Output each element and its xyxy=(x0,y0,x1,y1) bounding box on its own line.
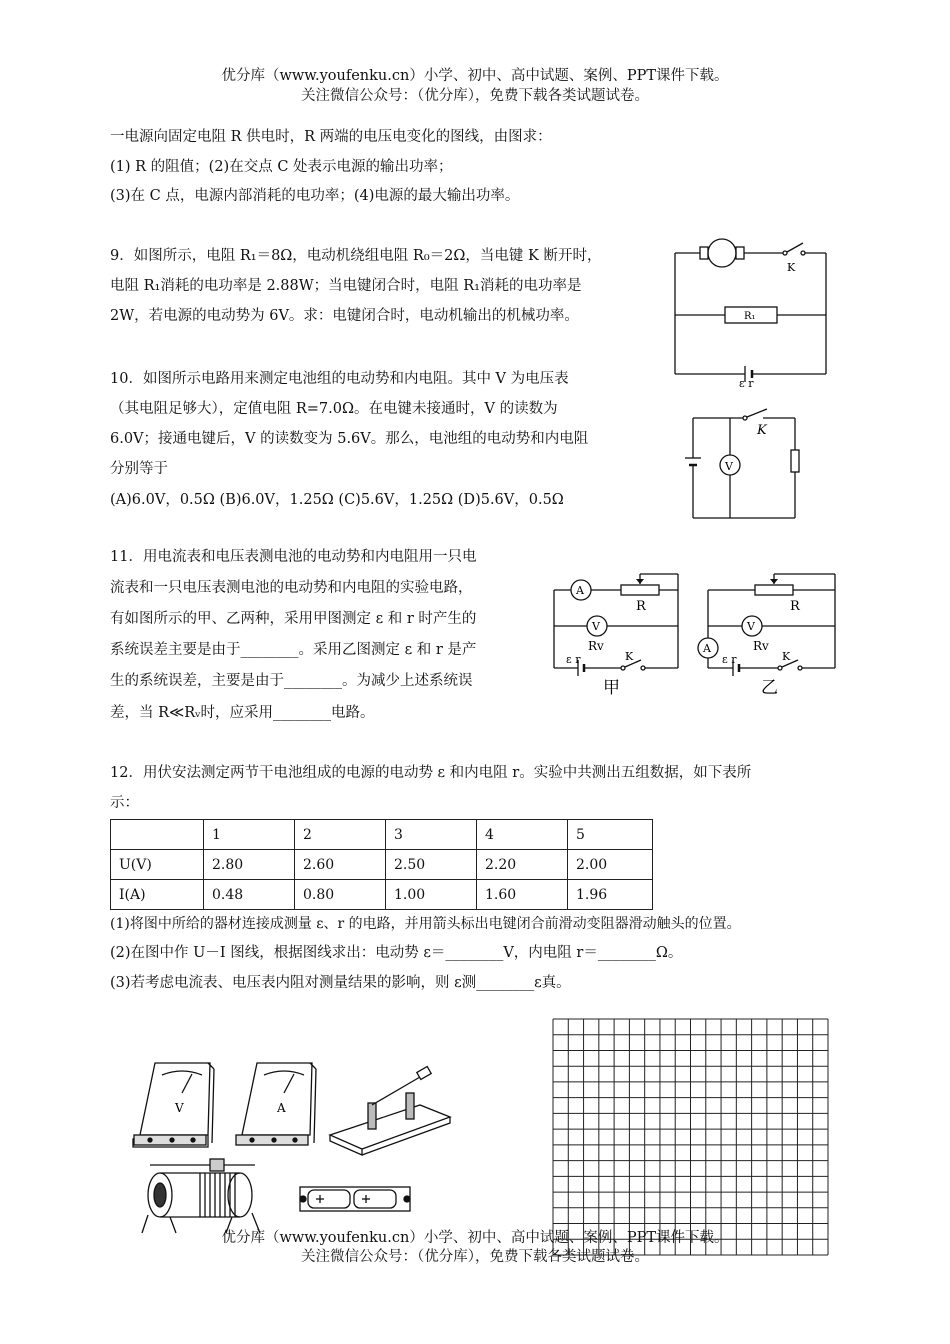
q8-line-3: (3)在 C 点，电源内部消耗的电功率；(4)电源的最大输出功率。 xyxy=(110,188,520,204)
table-cell: 2.80 xyxy=(204,850,295,880)
q9-fig-r1-label: R₁ xyxy=(744,311,756,322)
q9-line-2: 电阻 R₁消耗的电功率是 2.88W；当电键闭合时，电阻 R₁消耗的电功率是 xyxy=(110,278,582,294)
q11-jia-er-label: ε r xyxy=(566,653,581,666)
q11-yi-r-label: R xyxy=(790,599,800,614)
table-cell: 1.60 xyxy=(477,880,568,910)
battery-illustration xyxy=(300,1187,410,1211)
q12-part-1: (1)将图中所给的器材连接成测量 ε、r 的电路，并用箭头标出电键闭合前滑动变阻器滑动触头的位置。 xyxy=(110,916,741,932)
q11-line-5: 生的系统误差，主要是由于________。为减少上述系统误 xyxy=(110,673,473,689)
q11-label-yi: 乙 xyxy=(761,678,778,698)
q10-circuit-diagram xyxy=(685,408,800,523)
q9-line-1: 9．如图所示，电阻 R₁＝8Ω，电动机绕组电阻 R₀＝2Ω，当电键 K 断开时， xyxy=(110,248,602,264)
q11-jia-ammeter-label: A xyxy=(576,584,584,597)
q9-fig-source-label: ε r xyxy=(739,377,754,390)
footer-line-2: 关注微信公众号：（优分库），免费下载各类试题试卷。 xyxy=(301,1249,649,1265)
q11-yi-k-label: K xyxy=(782,650,791,663)
q11-jia-voltmeter-label: V xyxy=(592,620,600,633)
q8-line-2: (1) R 的阻值；(2)在交点 C 处表示电源的输出功率； xyxy=(110,159,453,175)
table-cell: 2.50 xyxy=(386,850,477,880)
table-cell: U(V) xyxy=(111,850,204,880)
q12-part-3: (3)若考虑电流表、电压表内阻对测量结果的影响，则 ε测________ε真。 xyxy=(110,975,571,991)
q10-line-2: （其电阻足够大），定值电阻 R=7.0Ω。在电键未接通时，V 的读数为 xyxy=(110,401,558,417)
q11-jia-rv-label: Rv xyxy=(588,639,604,653)
q11-line-1: 11．用电流表和电压表测电池的电动势和内电阻用一只电 xyxy=(110,549,477,565)
q12-part-2: (2)在图中作 U－I 图线，根据图线求出：电动势 ε＝________V，内电阻 r＝________Ω。 xyxy=(110,945,683,961)
voltmeter-illustration xyxy=(133,1063,214,1147)
table-cell: 2.20 xyxy=(477,850,568,880)
table-cell: 1.96 xyxy=(568,880,653,910)
table-cell: 1.00 xyxy=(386,880,477,910)
table-cell xyxy=(111,820,204,850)
q11-circuit-jia xyxy=(548,570,683,700)
q11-line-3: 有如图所示的甲、乙两种，采用甲图测定 ε 和 r 时产生的 xyxy=(110,611,477,627)
meter-v-label: V xyxy=(175,1101,184,1115)
table-cell: 4 xyxy=(477,820,568,850)
graph-paper-grid xyxy=(553,1019,829,1256)
q10-options: (A)6.0V，0.5Ω (B)6.0V，1.25Ω (C)5.6V，1.25Ω (D)5.6V，0.5Ω xyxy=(110,492,564,508)
q11-jia-k-label: K xyxy=(625,650,634,663)
q8-line-1: 一电源向固定电阻 R 供电时，R 两端的电压电变化的图线，由图求： xyxy=(110,129,552,145)
q11-yi-er-label: ε r xyxy=(722,653,737,666)
q12-line-2: 示： xyxy=(110,795,139,811)
q12-data-table xyxy=(110,819,653,910)
q11-yi-voltmeter-label: V xyxy=(747,620,755,633)
table-cell: 2.00 xyxy=(568,850,653,880)
q11-line-4: 系统误差主要是由于________。采用乙图测定 ε 和 r 是产 xyxy=(110,642,477,658)
q10-line-3: 6.0V；接通电键后，V 的读数变为 5.6V。那么，电池组的电动势和内电阻 xyxy=(110,431,589,447)
table-header-row xyxy=(111,820,653,850)
ammeter-illustration xyxy=(236,1063,316,1145)
q9-fig-k-label: K xyxy=(787,261,796,274)
q11-jia-r-label: R xyxy=(636,599,646,614)
knife-switch-illustration xyxy=(330,1067,450,1155)
table-cell: 2.60 xyxy=(295,850,386,880)
q11-yi-rv-label: Rv xyxy=(753,639,769,653)
q12-apparatus-illustration xyxy=(130,1055,550,1245)
table-row xyxy=(111,850,653,880)
q11-circuit-yi xyxy=(695,570,840,700)
footer-line-1: 优分库（www.youfenku.cn）小学、初中、高中试题、案例、PPT课件下载。 xyxy=(221,1230,729,1246)
q11-label-jia: 甲 xyxy=(603,678,620,698)
q12-line-1: 12．用伏安法测定两节干电池组成的电源的电动势 ε 和内电阻 r。实验中共测出五组数据，如下表所 xyxy=(110,765,752,781)
q11-line-2: 流表和一只电压表测电池的电动势和内电阻的实验电路， xyxy=(110,580,473,596)
header-line-2: 关注微信公众号：（优分库），免费下载各类试题试卷。 xyxy=(301,88,649,104)
table-cell: I(A) xyxy=(111,880,204,910)
meter-a-label: A xyxy=(277,1101,286,1115)
table-row xyxy=(111,880,653,910)
rheostat-illustration xyxy=(142,1159,260,1233)
q10-fig-k-label: K xyxy=(757,423,767,438)
table-cell: 3 xyxy=(386,820,477,850)
table-cell: 1 xyxy=(204,820,295,850)
table-cell: 5 xyxy=(568,820,653,850)
q10-line-4: 分别等于 xyxy=(110,461,168,477)
table-cell: 2 xyxy=(295,820,386,850)
q10-line-1: 10．如图所示电路用来测定电池组的电动势和内电阻。其中 V 为电压表 xyxy=(110,371,569,387)
table-cell: 0.48 xyxy=(204,880,295,910)
q10-fig-voltmeter-label: V xyxy=(725,460,733,473)
header-line-1: 优分库（www.youfenku.cn）小学、初中、高中试题、案例、PPT课件下载。 xyxy=(221,68,729,84)
q9-line-3: 2W，若电源的电动势为 6V。求：电键闭合时，电动机输出的机械功率。 xyxy=(110,308,579,324)
q11-line-6: 差，当 R≪Rᵥ时，应采用________电路。 xyxy=(110,705,375,721)
table-cell: 0.80 xyxy=(295,880,386,910)
q9-circuit-diagram xyxy=(675,235,830,390)
q11-yi-ammeter-label: A xyxy=(703,642,711,655)
